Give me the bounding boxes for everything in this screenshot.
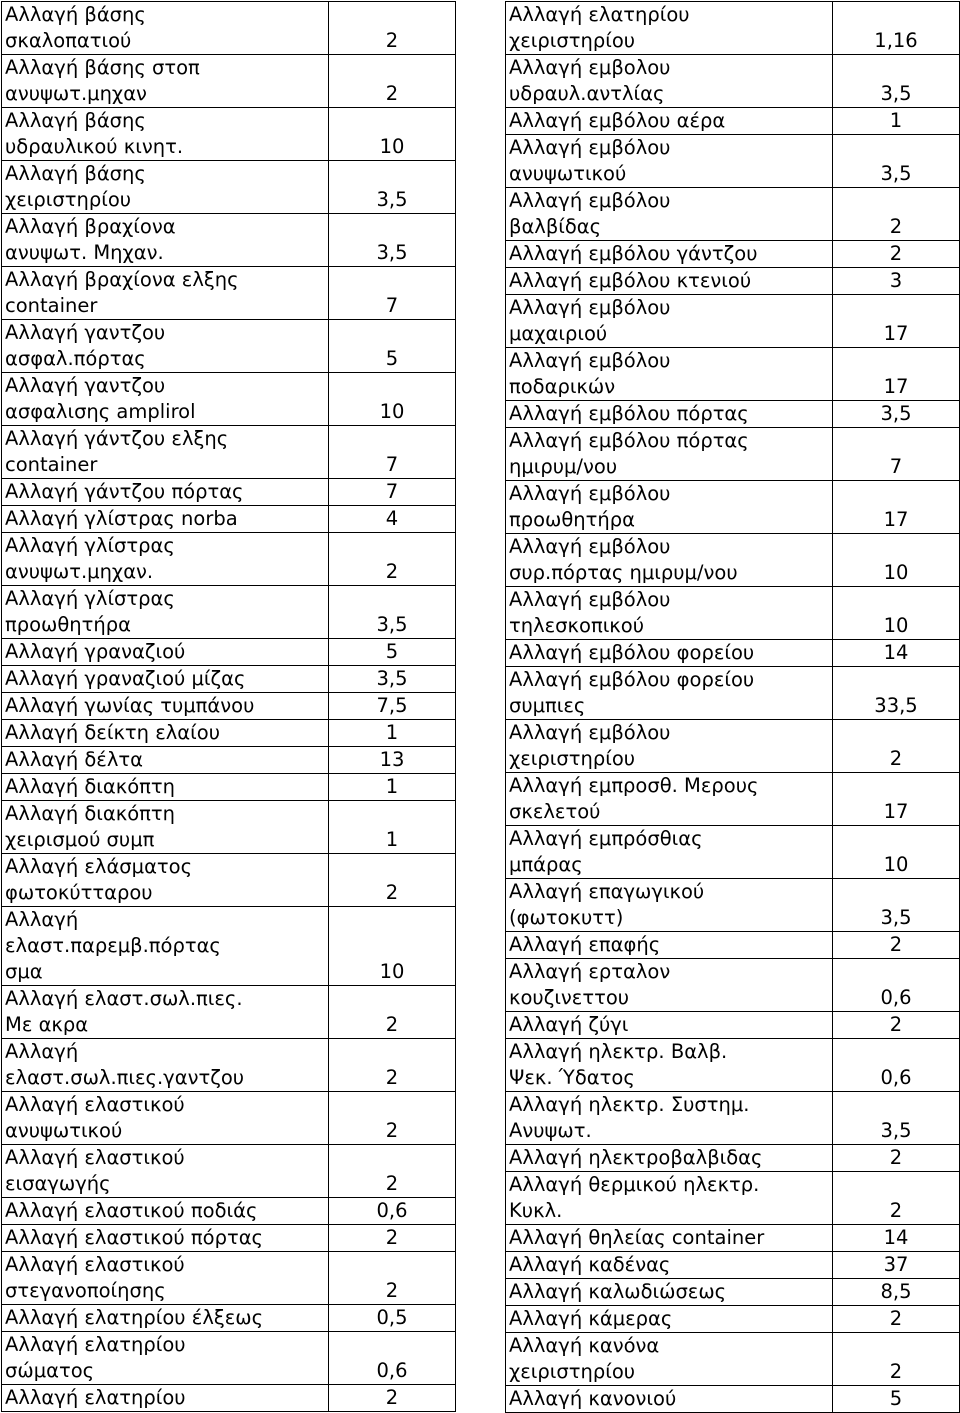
item-value: 1 — [329, 720, 456, 747]
table-row — [2, 533, 456, 586]
item-value: 2 — [329, 1252, 456, 1305]
item-value: 2 — [329, 2, 456, 55]
item-value: 1 — [329, 774, 456, 801]
item-value: 10 — [329, 108, 456, 161]
item-value: 14 — [833, 1225, 960, 1252]
item-value: 13 — [329, 747, 456, 774]
item-description: Αλλαγή κάμερας — [506, 1306, 833, 1333]
item-value: 0,6 — [329, 1332, 456, 1385]
table-row — [506, 640, 960, 667]
table-row — [506, 1279, 960, 1306]
item-description: Αλλαγή ηλεκτρ. Βαλβ. Ψεκ. Ύδατος — [506, 1039, 833, 1092]
item-description: Αλλαγή εμβόλου γάντζου — [506, 241, 833, 268]
table-row — [506, 959, 960, 1012]
item-description: Αλλαγή εμβόλου φορείου συμπιες — [506, 667, 833, 720]
table-row — [2, 426, 456, 479]
item-description: Αλλαγή εμβόλου πόρτας ημιρυμ/νου — [506, 428, 833, 481]
table-row — [506, 108, 960, 135]
item-description: Αλλαγή εμβόλου πόρτας — [506, 401, 833, 428]
item-description: Αλλαγή εμβόλου ποδαρικών — [506, 348, 833, 401]
item-value: 3,5 — [833, 55, 960, 108]
table-row — [506, 1145, 960, 1172]
item-value: 17 — [833, 295, 960, 348]
table-row — [2, 639, 456, 666]
item-value: 1 — [329, 801, 456, 854]
item-value: 2 — [329, 1225, 456, 1252]
table-row — [506, 667, 960, 720]
item-description: Αλλαγή βραχίονα ελξης container — [2, 267, 329, 320]
item-value: 17 — [833, 773, 960, 826]
item-description: Αλλαγή ελατηρίου χειριστηρίου — [506, 2, 833, 55]
item-description: Αλλαγή εμβόλου χειριστηρίου — [506, 720, 833, 773]
item-value: 2 — [329, 1145, 456, 1198]
table-row — [2, 854, 456, 907]
item-description: Αλλαγή εμβόλου αέρα — [506, 108, 833, 135]
item-description: Αλλαγή βάσης στοπ ανυψωτ.μηχαν — [2, 55, 329, 108]
table-row — [2, 720, 456, 747]
item-value: 33,5 — [833, 667, 960, 720]
item-description: Αλλαγή εμβόλου βαλβίδας — [506, 188, 833, 241]
item-description: Αλλαγή βάσης σκαλοπατιού — [2, 2, 329, 55]
item-description: Αλλαγή βάσης χειριστηρίου — [2, 161, 329, 214]
table-row — [2, 1252, 456, 1305]
item-description: Αλλαγή ελαστικού ανυψωτικού — [2, 1092, 329, 1145]
table-row — [506, 773, 960, 826]
item-description: Αλλαγή γωνίας τυμπάνου — [2, 693, 329, 720]
item-description: Αλλαγή δείκτη ελαίου — [2, 720, 329, 747]
table-row — [2, 693, 456, 720]
table-row — [2, 2, 456, 55]
item-description: Αλλαγή επαγωγικού (φωτοκυττ) — [506, 879, 833, 932]
table-row — [506, 295, 960, 348]
item-value: 2 — [833, 932, 960, 959]
item-description: Αλλαγή ελαστικού ποδιάς — [2, 1198, 329, 1225]
table-row — [2, 1092, 456, 1145]
table-row — [506, 268, 960, 295]
table-row — [506, 55, 960, 108]
item-value: 2 — [833, 188, 960, 241]
item-description: Αλλαγή εμβολου υδραυλ.αντλίας — [506, 55, 833, 108]
item-value: 37 — [833, 1252, 960, 1279]
item-value: 3,5 — [329, 586, 456, 639]
table-row — [506, 1012, 960, 1039]
table-row — [506, 1225, 960, 1252]
item-description: Αλλαγή ελαστικού πόρτας — [2, 1225, 329, 1252]
table-row — [506, 1252, 960, 1279]
item-description: Αλλαγή εμπροσθ. Μερους σκελετού — [506, 773, 833, 826]
item-value: 1 — [833, 108, 960, 135]
item-description: Αλλαγή γάντζου ελξης container — [2, 426, 329, 479]
table-row — [2, 907, 456, 986]
item-description: Αλλαγή ελάσματος φωτοκύτταρου — [2, 854, 329, 907]
table-row — [506, 534, 960, 587]
table-row — [2, 267, 456, 320]
item-description: Αλλαγή καδένας — [506, 1252, 833, 1279]
item-value: 2 — [833, 1012, 960, 1039]
item-description: Αλλαγή κανονιού — [506, 1386, 833, 1413]
table-row — [2, 1332, 456, 1385]
table-row — [506, 241, 960, 268]
item-description: Αλλαγή ελαστικού στεγανοποίησης — [2, 1252, 329, 1305]
item-value: 2 — [329, 854, 456, 907]
item-value: 2 — [329, 986, 456, 1039]
item-value: 2 — [833, 1145, 960, 1172]
item-value: 3,5 — [833, 401, 960, 428]
table-row — [2, 774, 456, 801]
item-value: 14 — [833, 640, 960, 667]
item-description: Αλλαγή καλωδιώσεως — [506, 1279, 833, 1306]
item-value: 3,5 — [329, 214, 456, 267]
table-row — [506, 401, 960, 428]
table-row — [506, 1039, 960, 1092]
item-description: Αλλαγή εμβόλου προωθητήρα — [506, 481, 833, 534]
table-row — [506, 879, 960, 932]
item-value: 3,5 — [329, 161, 456, 214]
table-row — [506, 1172, 960, 1225]
item-description: Αλλαγή ηλεκτρ. Συστημ. Ανυψωτ. — [506, 1092, 833, 1145]
item-value: 2 — [329, 1385, 456, 1412]
item-value: 10 — [329, 907, 456, 986]
table-row — [506, 720, 960, 773]
item-value: 8,5 — [833, 1279, 960, 1306]
item-value: 7 — [329, 267, 456, 320]
item-description: Αλλαγή βραχίονα ανυψωτ. Μηχαν. — [2, 214, 329, 267]
item-value: 2 — [833, 1306, 960, 1333]
item-description: Αλλαγή θηλείας container — [506, 1225, 833, 1252]
table-row — [2, 1039, 456, 1092]
table-row — [2, 747, 456, 774]
item-description: Αλλαγή γλίστρας ανυψωτ.μηχαν. — [2, 533, 329, 586]
item-value: 2 — [329, 1039, 456, 1092]
item-description: Αλλαγή επαφής — [506, 932, 833, 959]
item-description: Αλλαγή ελαστικού εισαγωγής — [2, 1145, 329, 1198]
item-value: 0,6 — [329, 1198, 456, 1225]
item-description: Αλλαγή ζύγι — [506, 1012, 833, 1039]
item-value: 17 — [833, 348, 960, 401]
table-row — [506, 932, 960, 959]
item-value: 7,5 — [329, 693, 456, 720]
price-table-right — [505, 1, 960, 1413]
item-description: Αλλαγή εμβόλου φορείου — [506, 640, 833, 667]
item-value: 3,5 — [833, 1092, 960, 1145]
table-row — [506, 135, 960, 188]
table-row — [2, 214, 456, 267]
table-row — [2, 586, 456, 639]
item-description: Αλλαγή γλίστρας norba — [2, 506, 329, 533]
item-description: Αλλαγή ερταλον κουζινεττου — [506, 959, 833, 1012]
table-row — [2, 320, 456, 373]
item-description: Αλλαγή ηλεκτροβαλβιδας — [506, 1145, 833, 1172]
item-value: 3,5 — [833, 879, 960, 932]
item-value: 17 — [833, 481, 960, 534]
item-value: 3 — [833, 268, 960, 295]
item-value: 5 — [833, 1386, 960, 1413]
table-row — [2, 55, 456, 108]
table-row — [2, 1305, 456, 1332]
table-row — [506, 587, 960, 640]
item-value: 2 — [329, 55, 456, 108]
item-value: 10 — [833, 534, 960, 587]
item-description: Αλλαγή ελαστ.σωλ.πιες.γαντζου — [2, 1039, 329, 1092]
table-body-left — [2, 2, 456, 1412]
table-row — [506, 1333, 960, 1386]
item-description: Αλλαγή γλίστρας προωθητήρα — [2, 586, 329, 639]
item-value: 2 — [833, 1333, 960, 1386]
table-row — [2, 373, 456, 426]
table-row — [506, 2, 960, 55]
table-row — [506, 428, 960, 481]
table-row — [2, 986, 456, 1039]
item-value: 4 — [329, 506, 456, 533]
item-value: 2 — [833, 1172, 960, 1225]
table-row — [2, 666, 456, 693]
table-row — [506, 188, 960, 241]
item-value: 3,5 — [329, 666, 456, 693]
item-value: 0,6 — [833, 1039, 960, 1092]
item-description: Αλλαγή εμβόλου τηλεσκοπικού — [506, 587, 833, 640]
table-row — [2, 1225, 456, 1252]
item-value: 5 — [329, 320, 456, 373]
table-row — [2, 506, 456, 533]
item-description: Αλλαγή ελαστ.σωλ.πιες. Με ακρα — [2, 986, 329, 1039]
item-value: 10 — [833, 587, 960, 640]
item-description: Αλλαγή διακόπτη χειρισμού συμπ — [2, 801, 329, 854]
item-value: 7 — [329, 479, 456, 506]
item-value: 0,5 — [329, 1305, 456, 1332]
item-description: Αλλαγή εμβόλου μαχαιριού — [506, 295, 833, 348]
table-row — [506, 1386, 960, 1413]
item-description: Αλλαγή δέλτα — [2, 747, 329, 774]
item-value: 2 — [329, 1092, 456, 1145]
item-description: Αλλαγή ελατηρίου έλξεως — [2, 1305, 329, 1332]
item-value: 2 — [833, 241, 960, 268]
item-value: 10 — [329, 373, 456, 426]
table-row — [2, 1145, 456, 1198]
item-value: 2 — [329, 533, 456, 586]
item-description: Αλλαγή εμβόλου συρ.πόρτας ημιρυμ/νου — [506, 534, 833, 587]
table-row — [506, 348, 960, 401]
table-row — [2, 161, 456, 214]
price-table-left — [1, 1, 456, 1412]
item-description: Αλλαγή γαντζου ασφαλ.πόρτας — [2, 320, 329, 373]
table-row — [2, 801, 456, 854]
item-value: 7 — [329, 426, 456, 479]
item-description: Αλλαγή βάσης υδραυλικού κινητ. — [2, 108, 329, 161]
item-value: 0,6 — [833, 959, 960, 1012]
item-description: Αλλαγή θερμικού ηλεκτρ. Κυκλ. — [506, 1172, 833, 1225]
item-description: Αλλαγή γραναζιού — [2, 639, 329, 666]
item-value: 10 — [833, 826, 960, 879]
item-description: Αλλαγή κανόνα χειριστηρίου — [506, 1333, 833, 1386]
item-description: Αλλαγή γραναζιού μίζας — [2, 666, 329, 693]
item-value: 1,16 — [833, 2, 960, 55]
table-row — [2, 1198, 456, 1225]
table-body-right — [506, 2, 960, 1413]
item-value: 3,5 — [833, 135, 960, 188]
item-description: Αλλαγή ελατηρίου — [2, 1385, 329, 1412]
item-description: Αλλαγή διακόπτη — [2, 774, 329, 801]
item-description: Αλλαγή εμβόλου ανυψωτικού — [506, 135, 833, 188]
table-row — [506, 1306, 960, 1333]
item-value: 5 — [329, 639, 456, 666]
item-description: Αλλαγή γαντζου ασφαλισης amplirol — [2, 373, 329, 426]
table-row — [506, 826, 960, 879]
item-value: 2 — [833, 720, 960, 773]
table-row — [2, 1385, 456, 1412]
table-row — [2, 479, 456, 506]
table-row — [506, 1092, 960, 1145]
item-description: Αλλαγή εμπρόσθιας μπάρας — [506, 826, 833, 879]
item-description: Αλλαγή γάντζου πόρτας — [2, 479, 329, 506]
item-description: Αλλαγή εμβόλου κτενιού — [506, 268, 833, 295]
item-description: Αλλαγή ελαστ.παρεμβ.πόρτας σμα — [2, 907, 329, 986]
item-description: Αλλαγή ελατηρίου σώματος — [2, 1332, 329, 1385]
table-row — [2, 108, 456, 161]
item-value: 7 — [833, 428, 960, 481]
table-row — [506, 481, 960, 534]
